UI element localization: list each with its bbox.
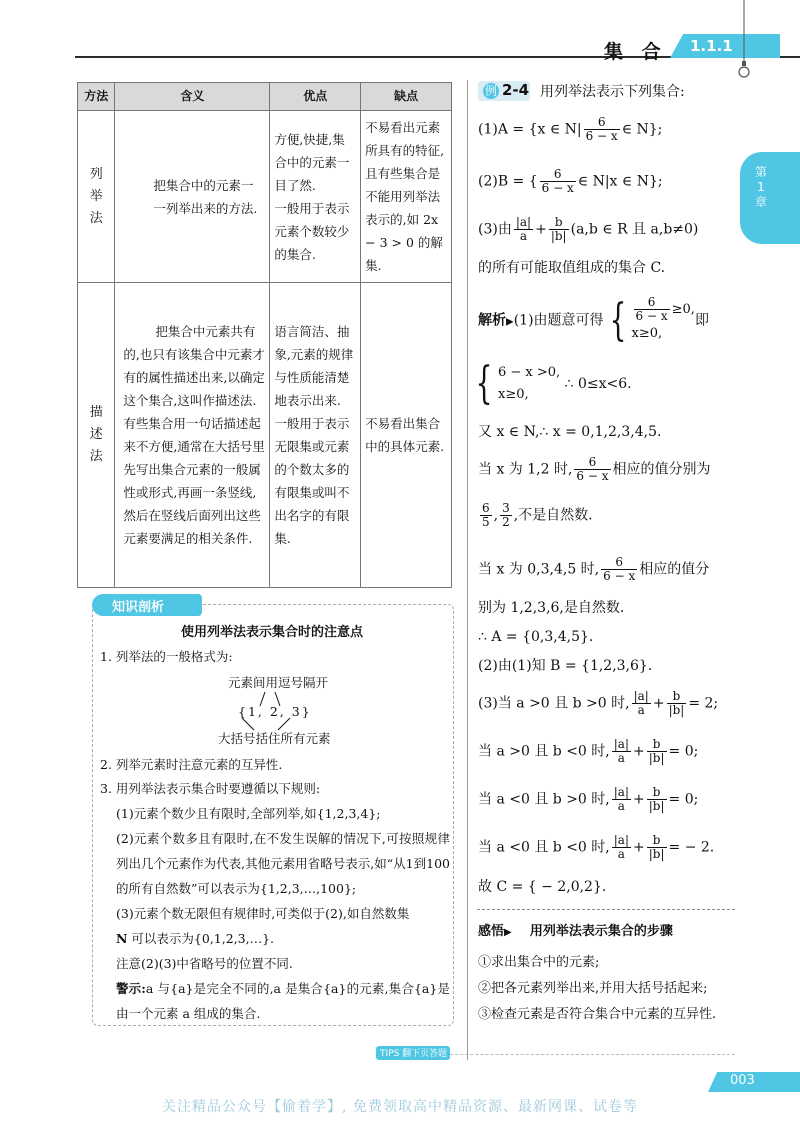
example-number: 2-4 — [502, 81, 530, 99]
fraction-num: b — [647, 786, 667, 800]
lightbulb-icon — [738, 0, 750, 82]
chapter-side-tab-label: 第1章 — [754, 165, 767, 209]
table-cell-method: 列举法 — [78, 111, 115, 283]
table-cell-method: 描述法 — [78, 283, 115, 588]
diagram-top-label: 元素间用逗号隔开 — [228, 675, 329, 690]
table-cell-cons: 不易看出集合中的具体元素. — [361, 283, 452, 588]
fraction-num: 6 — [584, 116, 620, 130]
fraction-den: a — [617, 751, 625, 765]
table-header: 缺点 — [361, 83, 452, 111]
rule-3-text-cont: 可以表示为{0,1,2,3,…}. — [127, 931, 274, 946]
fraction — [632, 690, 651, 717]
case-result: = 0; — [668, 743, 699, 760]
insight-title: 用列举法表示集合的步骤 — [529, 924, 673, 939]
solution-step-6 — [478, 556, 709, 583]
fraction-den: 2 — [502, 515, 510, 529]
solution-step-1 — [478, 296, 709, 345]
brace: { — [475, 358, 493, 409]
fraction-num: |a| — [613, 785, 629, 799]
solution-step-7: 别为 1,2,3,6,是自然数. — [478, 600, 625, 616]
case-result: = 2; — [688, 695, 719, 712]
fraction-num: |a| — [613, 737, 629, 751]
s1-text: (1)由题意可得 — [513, 312, 604, 329]
fraction-den: 5 — [482, 515, 490, 529]
knowledge-title: 使用列举法表示集合时的注意点 — [180, 625, 363, 640]
fraction — [647, 834, 667, 861]
table-row — [78, 283, 452, 588]
table-header: 方法 — [78, 83, 115, 111]
separator — [477, 909, 735, 910]
case-text: 当 a >0 且 b <0 时, — [478, 743, 610, 760]
table-header: 含义 — [115, 83, 270, 111]
fraction-den: |b| — [550, 229, 567, 243]
case-text: 当 a <0 且 b >0 时, — [478, 791, 610, 808]
fraction — [480, 502, 492, 529]
pros-line: 一般用于表示无限集或元素的个数太多的有限集或叫不出名字的有限集. — [274, 416, 350, 546]
fraction-den: a — [617, 847, 625, 861]
fraction-num: 6 — [601, 556, 637, 570]
s4-text-b: 相应的值分别为 — [612, 461, 711, 478]
fraction — [500, 502, 512, 529]
knowledge-rule-3 — [116, 901, 450, 951]
s5-text: ,不是自然数. — [513, 507, 593, 524]
table-header: 优点 — [270, 83, 361, 111]
s1-tail: 即 — [694, 312, 709, 329]
q2-prefix: (2)B = { — [478, 173, 538, 190]
insight-header — [478, 922, 673, 943]
chapter-side-tab — [740, 152, 800, 244]
fraction — [549, 216, 569, 243]
tips-text: TIPS 翻下页答题 — [380, 1049, 448, 1059]
s2-tail: ∴ 0≤x<6. — [564, 376, 632, 392]
q3-prefix: (3)由 — [478, 221, 512, 238]
solution-step-4 — [478, 456, 711, 483]
knowledge-note: 注意(2)(3)中省略号的位置不同. — [116, 956, 293, 971]
fraction-den: |b| — [648, 751, 665, 765]
table-cell-pros — [270, 283, 361, 588]
knowledge-rule-2: (2)元素个数多且有限时,在不发生误解的情况下,可按照规律列出几个元素作为代表,其他元素用省略号表示,如“从1到100的所有自然数”可以表示为{1,2,3,…,100}; — [116, 831, 450, 896]
fraction — [601, 556, 637, 583]
meaning-line: 把集合中元素共有的,也只有该集合中元素才有的属性描述出来,以确定这个集合,这叫作描述法. — [123, 324, 265, 408]
insight-label: 感悟 — [478, 924, 505, 939]
q2-suffix: ∈ N|x ∈ N}; — [577, 173, 663, 190]
fraction-num: b — [549, 216, 569, 230]
q1-prefix: (1)A = {x ∈ N| — [478, 121, 582, 138]
question-2 — [478, 168, 663, 195]
cond-2: x≥0, — [631, 326, 663, 341]
condition-stack — [498, 362, 560, 406]
solution-case-4: 当 a <0 且 b <0 时, $\frac{|a|}{a}$ + $\frac{b}{|b|}$ = − 2. — [478, 833, 715, 861]
brace: { — [609, 294, 626, 346]
fraction-den: a — [519, 229, 528, 243]
fraction-num: |a| — [633, 689, 649, 703]
s6-text-b: 相应的值分 — [639, 561, 710, 578]
solution-step-3: 又 x ∈ N,∴ x = 0,1,2,3,4,5. — [478, 424, 662, 440]
question-3-line-2: 的所有可能取值组成的集合 C. — [478, 260, 666, 276]
solution-label: 解析 — [478, 312, 506, 329]
case-result: = − 2. — [668, 839, 715, 856]
insight-step: ③检查元素是否符合集合中元素的互异性. — [478, 1007, 717, 1022]
table-cell-cons: 不易看出元素所具有的特征,且有些集合是不能用列举法表示的,如 2x − 3 > 0 的解集. — [361, 111, 452, 283]
solution-case-2: 当 a >0 且 b <0 时, $\frac{|a|}{a}$ + $\frac{b}{|b|}$ = 0; — [478, 737, 699, 765]
diagram-bottom-label: 大括号括住所有元素 — [218, 731, 331, 746]
case-result: = 0; — [668, 791, 699, 808]
cond-1: 6 − x >0, — [498, 365, 561, 380]
fraction-num: b — [647, 738, 667, 752]
cond-2: x≥0, — [498, 387, 529, 402]
solution-conclusion: 故 C = { − 2,0,2}. — [478, 879, 607, 895]
natural-number-symbol: N — [116, 931, 128, 946]
q3-suffix: (a,b ∈ R 且 a,b≠0) — [570, 221, 699, 238]
fraction-num: b — [667, 690, 687, 704]
fraction — [540, 168, 576, 195]
knowledge-item-3: 3. 用列举法表示集合时要遵循以下规则: — [100, 781, 321, 796]
table-cell-meaning — [115, 283, 270, 588]
meaning-line: 有些集合用一句话描述起来不方便,通常在大括号里先写出集合元素的一般属性或形式,再画一条竖线,然后在竖线后面列出这些元素要满足的相关条件. — [123, 416, 265, 546]
fraction — [584, 116, 620, 143]
solution-step-2 — [470, 358, 632, 409]
section-number: 1.1.1 — [690, 37, 733, 55]
fraction-num: 6 — [540, 168, 576, 182]
footer-rule — [420, 1054, 735, 1055]
fraction-num: b — [647, 834, 667, 848]
fraction-den: a — [637, 703, 645, 717]
warning-text: a 与{a}是完全不同的,a 是集合{a}的元素,集合{a}是由一个元素 a 组成的集合. — [116, 981, 450, 1021]
solution-step-9: (2)由(1)知 B = {1,2,3,6}. — [478, 658, 653, 674]
fraction-num: 6 — [574, 456, 610, 470]
insight-step: ①求出集合中的元素; — [478, 955, 600, 970]
column-divider — [467, 80, 468, 1060]
fraction-num: |a| — [515, 215, 532, 229]
question-1 — [478, 116, 662, 143]
fraction-den: |b| — [668, 703, 685, 717]
fraction-den: 6 − x — [585, 129, 618, 143]
insight-step: ②把各元素列举出来,并用大括号括起来; — [478, 981, 708, 996]
rule-3-text: (3)元素个数无限但有规律时,可类似于(2),如自然数集 — [116, 906, 410, 921]
question-3: (3)由 $\frac{|a|}{a}$ + $\frac{b}{|b|}$ (a,b ∈ R 且 a,b≠0) — [478, 215, 699, 243]
knowledge-rule-1: (1)元素个数少且有限时,全部列举,如{1,2,3,4}; — [116, 806, 381, 821]
cond-1: ≥0, — [671, 302, 695, 317]
fraction — [647, 786, 667, 813]
fraction — [647, 738, 667, 765]
example-mark: 例 — [484, 84, 497, 98]
play-icon: ▶ — [506, 316, 514, 328]
solution-case-3: 当 a <0 且 b >0 时, $\frac{|a|}{a}$ + $\frac{b}{|b|}$ = 0; — [478, 785, 699, 813]
fraction-den: 6 − x — [576, 469, 609, 483]
fraction — [612, 786, 631, 813]
s6-text: 当 x 为 0,3,4,5 时, — [478, 561, 600, 578]
fraction-den: 6 − x — [541, 181, 574, 195]
play-icon: ▶ — [504, 927, 512, 938]
fraction-den: |b| — [648, 847, 665, 861]
table-cell-meaning: 把集合中的元素一一列举出来的方法. — [115, 111, 270, 283]
fraction — [612, 738, 631, 765]
pros-line: 语言简洁、抽象,元素的规律与性质能清楚地表示出来. — [274, 324, 354, 408]
table-row — [78, 111, 452, 283]
solution-step-5: $\frac{6}{5}$ , $\frac{3}{2}$ ,不是自然数. — [482, 501, 593, 529]
condition-stack — [632, 296, 695, 345]
knowledge-item-2: 2. 列举元素时注意元素的互异性. — [100, 757, 283, 772]
warning-label: 警示: — [116, 981, 146, 996]
case-text: (3)当 a >0 且 b >0 时, — [478, 695, 630, 712]
s4-text: 当 x 为 1,2 时, — [478, 461, 573, 478]
fraction-num: 6 — [634, 296, 670, 310]
fraction-den: 6 − x — [635, 309, 668, 323]
methods-table — [77, 82, 452, 588]
watermark-text: 关注精品公众号【偷着学】, 免费领取高中精品资源、最新网课、试卷等 — [162, 1099, 638, 1115]
fraction-num: |a| — [613, 833, 629, 847]
example-prompt: 用列举法表示下列集合: — [540, 84, 685, 100]
fraction-den: |b| — [648, 799, 665, 813]
chapter-title: 集 合 — [604, 41, 667, 63]
page-number: 003 — [730, 1073, 755, 1088]
knowledge-item-1: 1. 列举法的一般格式为: — [100, 649, 233, 664]
pros-line: 方便,快捷,集合中的元素一目了然. — [274, 131, 350, 193]
table-cell-pros — [270, 111, 361, 283]
fraction-den: 6 − x — [603, 569, 636, 583]
fraction-num: 3 — [502, 501, 510, 515]
case-text: 当 a <0 且 b <0 时, — [478, 839, 610, 856]
fraction-num: 6 — [482, 501, 490, 515]
q1-suffix: ∈ N}; — [621, 121, 663, 138]
pros-line: 一般用于表示元素个数较少的集合. — [274, 200, 350, 262]
knowledge-tab-label: 知识剖析 — [112, 600, 165, 615]
fraction — [634, 296, 670, 323]
diagram-set: {1, 2, 3} — [238, 704, 312, 719]
fraction — [574, 456, 610, 483]
solution-step-8: ∴ A = {0,3,4,5}. — [478, 629, 594, 645]
solution-case-1: (3)当 a >0 且 b >0 时, $\frac{|a|}{a}$ + $\frac{b}{|b|}$ = 2; — [478, 689, 719, 717]
knowledge-warning — [116, 976, 450, 1026]
fraction — [514, 216, 533, 243]
fraction-den: a — [617, 799, 625, 813]
fraction — [612, 834, 631, 861]
fraction — [667, 690, 687, 717]
